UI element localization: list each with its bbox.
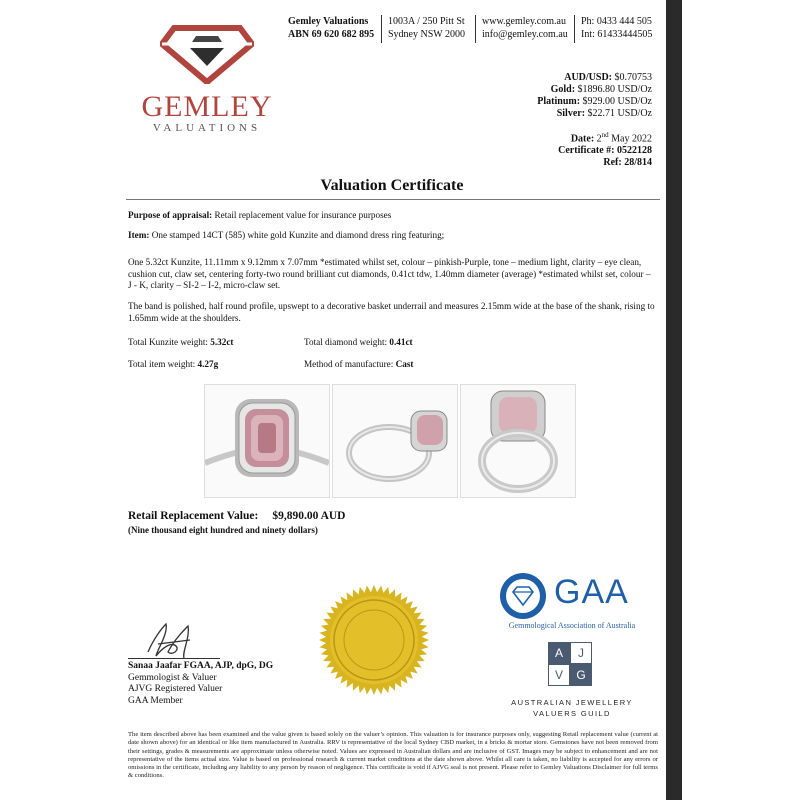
certificate-label: Certificate #: [558, 145, 615, 157]
manufacture-method-value: Cast [395, 359, 414, 369]
diamond-weight-value: 0.41ct [389, 337, 413, 347]
signature-image [128, 618, 228, 662]
gaa-wordmark: GAA [554, 573, 629, 611]
item-weight-label: Total item weight: [128, 359, 196, 369]
date-label: Date: [570, 133, 595, 145]
signature [128, 618, 228, 662]
date-suffix: nd [601, 131, 609, 139]
ajvg-gold-seal [318, 584, 430, 701]
gaa-fullname: Gemmological Association of Australia [508, 621, 636, 630]
ref-number: 28/814 [624, 157, 652, 169]
company-abn: ABN 69 620 682 895 [288, 29, 375, 40]
ring-photo-back [460, 384, 576, 498]
kunzite-weight [128, 337, 308, 349]
item-weight-value: 4.27g [197, 359, 219, 369]
ajvg-letter-grid [548, 642, 592, 686]
gaa-logo [498, 571, 646, 635]
ajvg-letter-v: V [548, 664, 570, 686]
item-label: Item: [128, 230, 150, 240]
kunzite-weight-label: Total Kunzite weight: [128, 337, 208, 347]
manufacture-method-label: Method of manufacture: [304, 359, 394, 369]
ring-back-view-image [461, 385, 575, 497]
address-line-2: Sydney NSW 2000 [388, 29, 466, 40]
item-value: One stamped 14CT (585) white gold Kunzite and diamond dress ring featuring; [151, 230, 445, 240]
silver-value: $22.71 USD/Oz [587, 108, 652, 119]
signature-line [128, 658, 220, 659]
company-name: Gemley Valuations [288, 16, 369, 27]
header-address [388, 15, 465, 41]
item-description: One 5.32ct Kunzite, 11.11mm x 9.12mm x 7.07mm *estimated whilst set, colour – pinkish-Purple, tone – medium light, clarity – eye clean, cushion cut, claw set, centering forty-two round brilliant cut diamonds, 0.41ct tdw, 1.40mm diameter (average) *estimated whilst set, colour – J - K, clarity – SI-2 – I-2, micro-claw set. [128, 257, 651, 290]
address-line-1: 1003A / 250 Pitt St [388, 16, 465, 27]
header-phone [581, 15, 652, 41]
website-link[interactable]: www.gemley.com.au [482, 16, 566, 27]
gaa-diamond-icon [498, 571, 548, 621]
signer-name: Sanaa Jaafar FGAA, AJP, dpG, DG [128, 661, 274, 671]
platinum-value: $929.00 USD/Oz [582, 96, 652, 107]
kunzite-weight-value: 5.32ct [210, 337, 234, 347]
email-link[interactable]: info@gemley.com.au [482, 29, 568, 40]
header-divider [475, 15, 476, 43]
diamond-weight [304, 337, 504, 349]
signer-membership: GAA Member [128, 695, 183, 706]
retail-replacement-value [128, 510, 345, 522]
ring-photo-side [332, 384, 458, 498]
logo-wordmark: GEMLEY [141, 90, 273, 123]
purpose-label: Purpose of appraisal: [128, 210, 213, 220]
item-weight [128, 359, 308, 371]
intl-phone-number: Int: 61433444505 [581, 29, 653, 40]
value-amount: $9,890.00 AUD [272, 510, 346, 522]
page-edge-shadow [666, 0, 682, 800]
date-day: 2 [596, 133, 602, 145]
certificate-meta [558, 129, 652, 169]
date-value: May 2022 [611, 133, 652, 145]
platinum-label: Platinum: [537, 96, 581, 107]
diamond-weight-label: Total diamond weight: [304, 337, 388, 347]
metal-rates [537, 72, 652, 120]
header-divider [381, 15, 382, 43]
aud-usd-value: $0.70753 [614, 72, 652, 83]
header-company [288, 15, 374, 41]
ring-top-view-image [205, 385, 329, 497]
gem-logo-icon [160, 22, 254, 84]
ring-photo-top [204, 384, 330, 498]
disclaimer-text: The item described above has been examined and the value given is based solely on the valuer’s opinion. This valuation is for insurance purposes only, suggesting Retail replacement value (current at date shown above) for an identical or like item manufactured in Australia. RRV is representative of the local Sydney CBD market, in a bricks & mortar store. Gemstones have not been removed from their settings, grades & measurements are approximate unless otherwise noted. Values are expressed in Australian dollars and are inclusive of GST. Images may be subject to enhancement and are not representative of the items actual size. Value is based on professional research & current market conditions at the date shown above. Whilst all care is taken, no liability is accepted for any errors or omissions in the certificate, including any liability to any person by reason of negligence. This certificate is void if AJVG seal is not present. Please refer to Gemley Valuations Disclaimer for full terms & conditions. [128, 731, 658, 780]
gemley-logo [136, 22, 278, 134]
gold-label: Gold: [550, 84, 576, 95]
valuation-certificate-page [118, 6, 666, 794]
certificate-title: Valuation Certificate [320, 177, 464, 194]
ajvg-letter-g: G [570, 664, 592, 686]
silver-label: Silver: [556, 108, 586, 119]
signer-title: Gemmologist & Valuer [128, 672, 217, 683]
aud-usd-label: AUD/USD: [564, 72, 612, 83]
title-rule [126, 199, 660, 200]
header-web [482, 15, 568, 41]
purpose-line [128, 210, 656, 222]
ref-label: Ref: [603, 157, 622, 169]
ajvg-letter-j: J [570, 642, 592, 664]
signer-registration: AJVG Registered Valuer [128, 684, 223, 694]
ajvg-logo [498, 642, 646, 722]
manufacture-method [304, 359, 504, 371]
ajvg-name-line-2: VALUERS GUILD [533, 709, 611, 718]
logo-subtitle: VALUATIONS [152, 122, 262, 134]
ring-side-view-image [333, 385, 457, 497]
item-line [128, 230, 656, 242]
signer-details [128, 661, 273, 707]
ajvg-name-line-1: AUSTRALIAN JEWELLERY [511, 698, 633, 707]
purpose-value: Retail replacement value for insurance purposes [214, 210, 392, 220]
header-divider [574, 15, 575, 43]
gold-seal-icon [318, 584, 430, 696]
value-in-words: (Nine thousand eight hundred and ninety dollars) [128, 525, 318, 535]
value-label: Retail Replacement Value: [128, 510, 259, 522]
certificate-number: 0522128 [617, 145, 652, 157]
ajvg-letter-a: A [548, 642, 570, 664]
band-description: The band is polished, half round profile, upswept to a decorative basket underrail and measures 2.15mm wide at the base of the shank, rising to 1.65mm wide at the shoulders. [128, 301, 655, 323]
gold-value: $1896.80 USD/Oz [577, 84, 652, 95]
phone-number: Ph: 0433 444 505 [581, 16, 652, 27]
